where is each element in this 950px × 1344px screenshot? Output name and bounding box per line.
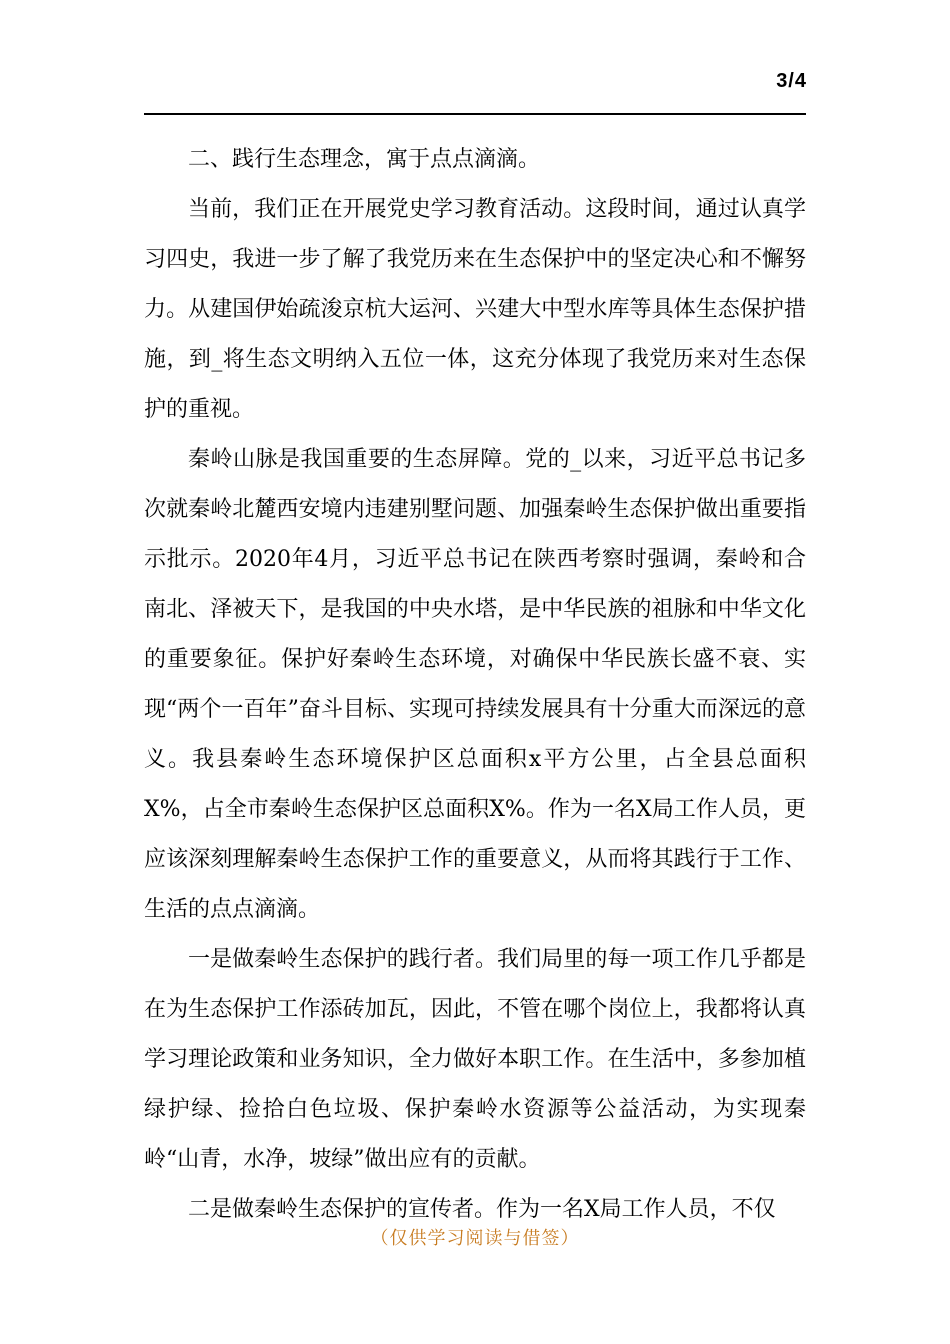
paragraph: 秦岭山脉是我国重要的生态屏障。党的_以来，习近平总书记多次就秦岭北麓西安境内违建别墅问题、加强秦岭生态保护做出重要指示批示。2020年4月，习近平总书记在陕西考察时强调，秦岭和合南北、泽被天下，是我国的中央水塔，是中华民族的祖脉和中华文化的重要象征。保护好秦岭生态环境，对确保中华民族长盛不衰、实现“两个一百年”奋斗目标、实现可持续发展具有十分重大而深远的意义。我县秦岭生态环境保护区总面积x平方公里，占全县总面积X%，占全市秦岭生态保护区总面积X%。作为一名X局工作人员，更应该深刻理解秦岭生态保护工作的重要意义，从而将其践行于工作、生活的点点滴滴。	[144, 447, 806, 922]
paragraph: 当前，我们正在开展党史学习教育活动。这段时间，通过认真学习四史，我进一步了解了我党历来在生态保护中的坚定决心和不懈努力。从建国伊始疏浚京杭大运河、兴建大中型水库等具体生态保护措施，到_将生态文明纳入五位一体，这充分体现了我党历来对生态保护的重视。	[144, 197, 806, 422]
section-heading: 二、践行生态理念，寓于点点滴滴。	[188, 147, 541, 172]
paragraph: 一是做秦岭生态保护的践行者。我们局里的每一项工作几乎都是在为生态保护工作添砖加瓦，因此，不管在哪个岗位上，我都将认真学习理论政策和业务知识，全力做好本职工作。在生活中，多参加植绿护绿、捡拾白色垃圾、保护秦岭水资源等公益活动，为实现秦岭“山青，水净，坡绿”做出应有的贡献。	[144, 947, 806, 1172]
page-number: 3/4	[776, 70, 807, 92]
footer-note: （仅供学习阅读与借签）	[370, 1228, 580, 1249]
document-body	[144, 135, 806, 1235]
paragraph: 二是做秦岭生态保护的宣传者。作为一名X局工作人员，不仅	[188, 1197, 776, 1222]
header-divider	[144, 113, 806, 115]
